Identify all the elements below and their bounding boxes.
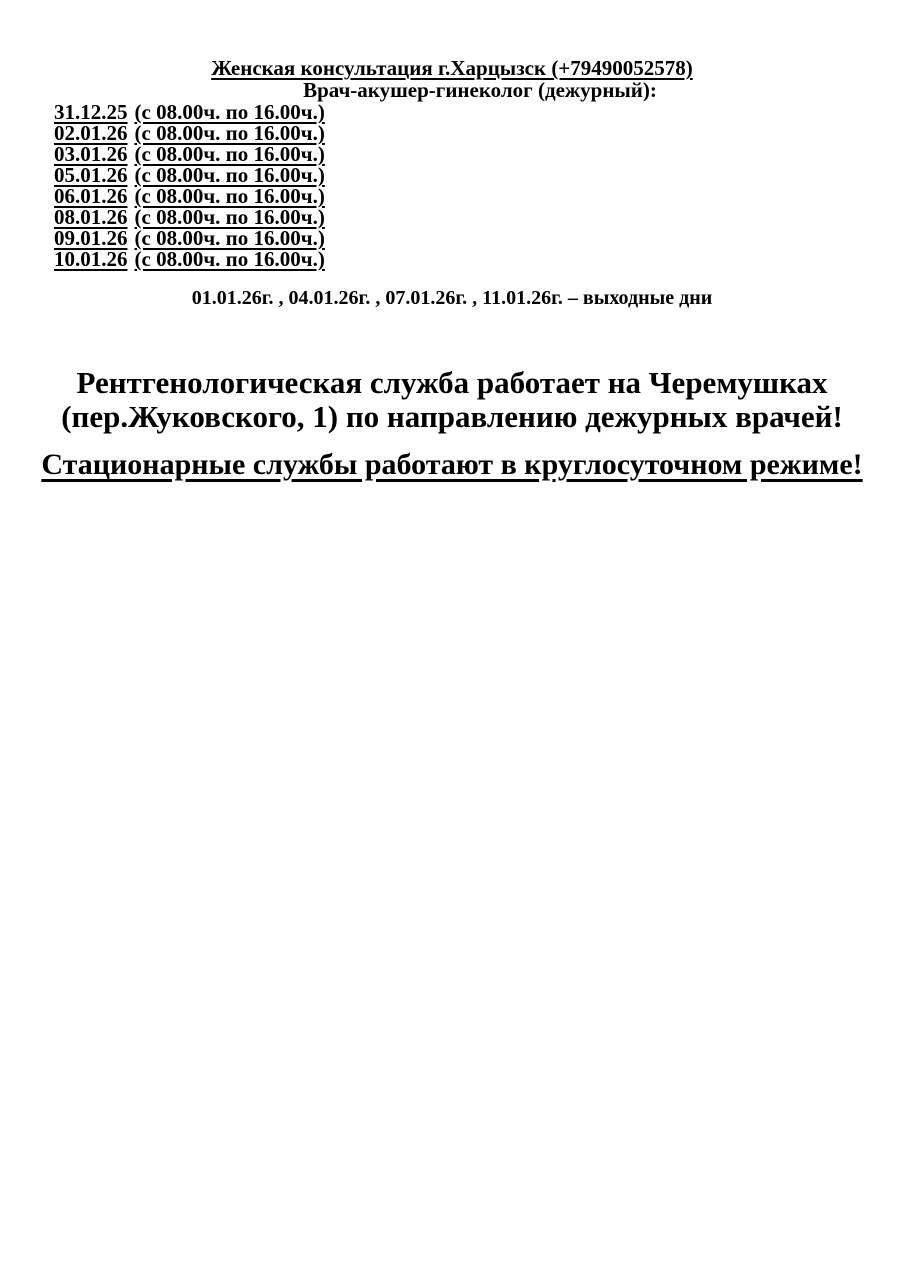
schedule-time: (с 08.00ч. по 16.00ч.) (134, 247, 325, 271)
inpatient-services-note: Стационарные службы работают в круглосуточном режиме! (41, 448, 863, 481)
schedule-row (54, 102, 904, 123)
schedule-date: 10.01.26 (54, 247, 128, 271)
schedule-time: (с 08.00ч. по 16.00ч.) (134, 100, 325, 124)
duty-schedule-list (54, 102, 904, 270)
schedule-row (54, 207, 904, 228)
schedule-time: (с 08.00ч. по 16.00ч.) (134, 184, 325, 208)
schedule-date: 03.01.26 (54, 142, 128, 166)
page-title: Женская консультация г.Харцызск (+79490052578) (211, 56, 693, 80)
schedule-row (54, 186, 904, 207)
schedule-date: 05.01.26 (54, 163, 128, 187)
schedule-date: 06.01.26 (54, 184, 128, 208)
schedule-time: (с 08.00ч. по 16.00ч.) (134, 121, 325, 145)
schedule-time: (с 08.00ч. по 16.00ч.) (134, 163, 325, 187)
schedule-row (54, 228, 904, 249)
xray-announcement-line1: Рентгенологическая служба работает на Черемушках (76, 365, 828, 400)
schedule-row (54, 123, 904, 144)
schedule-date: 31.12.25 (54, 100, 128, 124)
schedule-date: 02.01.26 (54, 121, 128, 145)
schedule-time: (с 08.00ч. по 16.00ч.) (134, 142, 325, 166)
schedule-date: 09.01.26 (54, 226, 128, 250)
schedule-row (54, 165, 904, 186)
schedule-time: (с 08.00ч. по 16.00ч.) (134, 226, 325, 250)
schedule-time: (с 08.00ч. по 16.00ч.) (134, 205, 325, 229)
schedule-date: 08.01.26 (54, 205, 128, 229)
xray-announcement-line2: (пер.Жуковского, 1) по направлению дежурных врачей! (61, 399, 843, 434)
schedule-row (54, 249, 904, 270)
schedule-row (54, 144, 904, 165)
xray-service-announcement (0, 366, 904, 434)
page-subtitle: Врач-акушер-гинеколог (дежурный): (303, 78, 657, 102)
weekend-days-note: 01.01.26г. , 04.01.26г. , 07.01.26г. , 11.01.26г. – выходные дни (191, 287, 713, 309)
